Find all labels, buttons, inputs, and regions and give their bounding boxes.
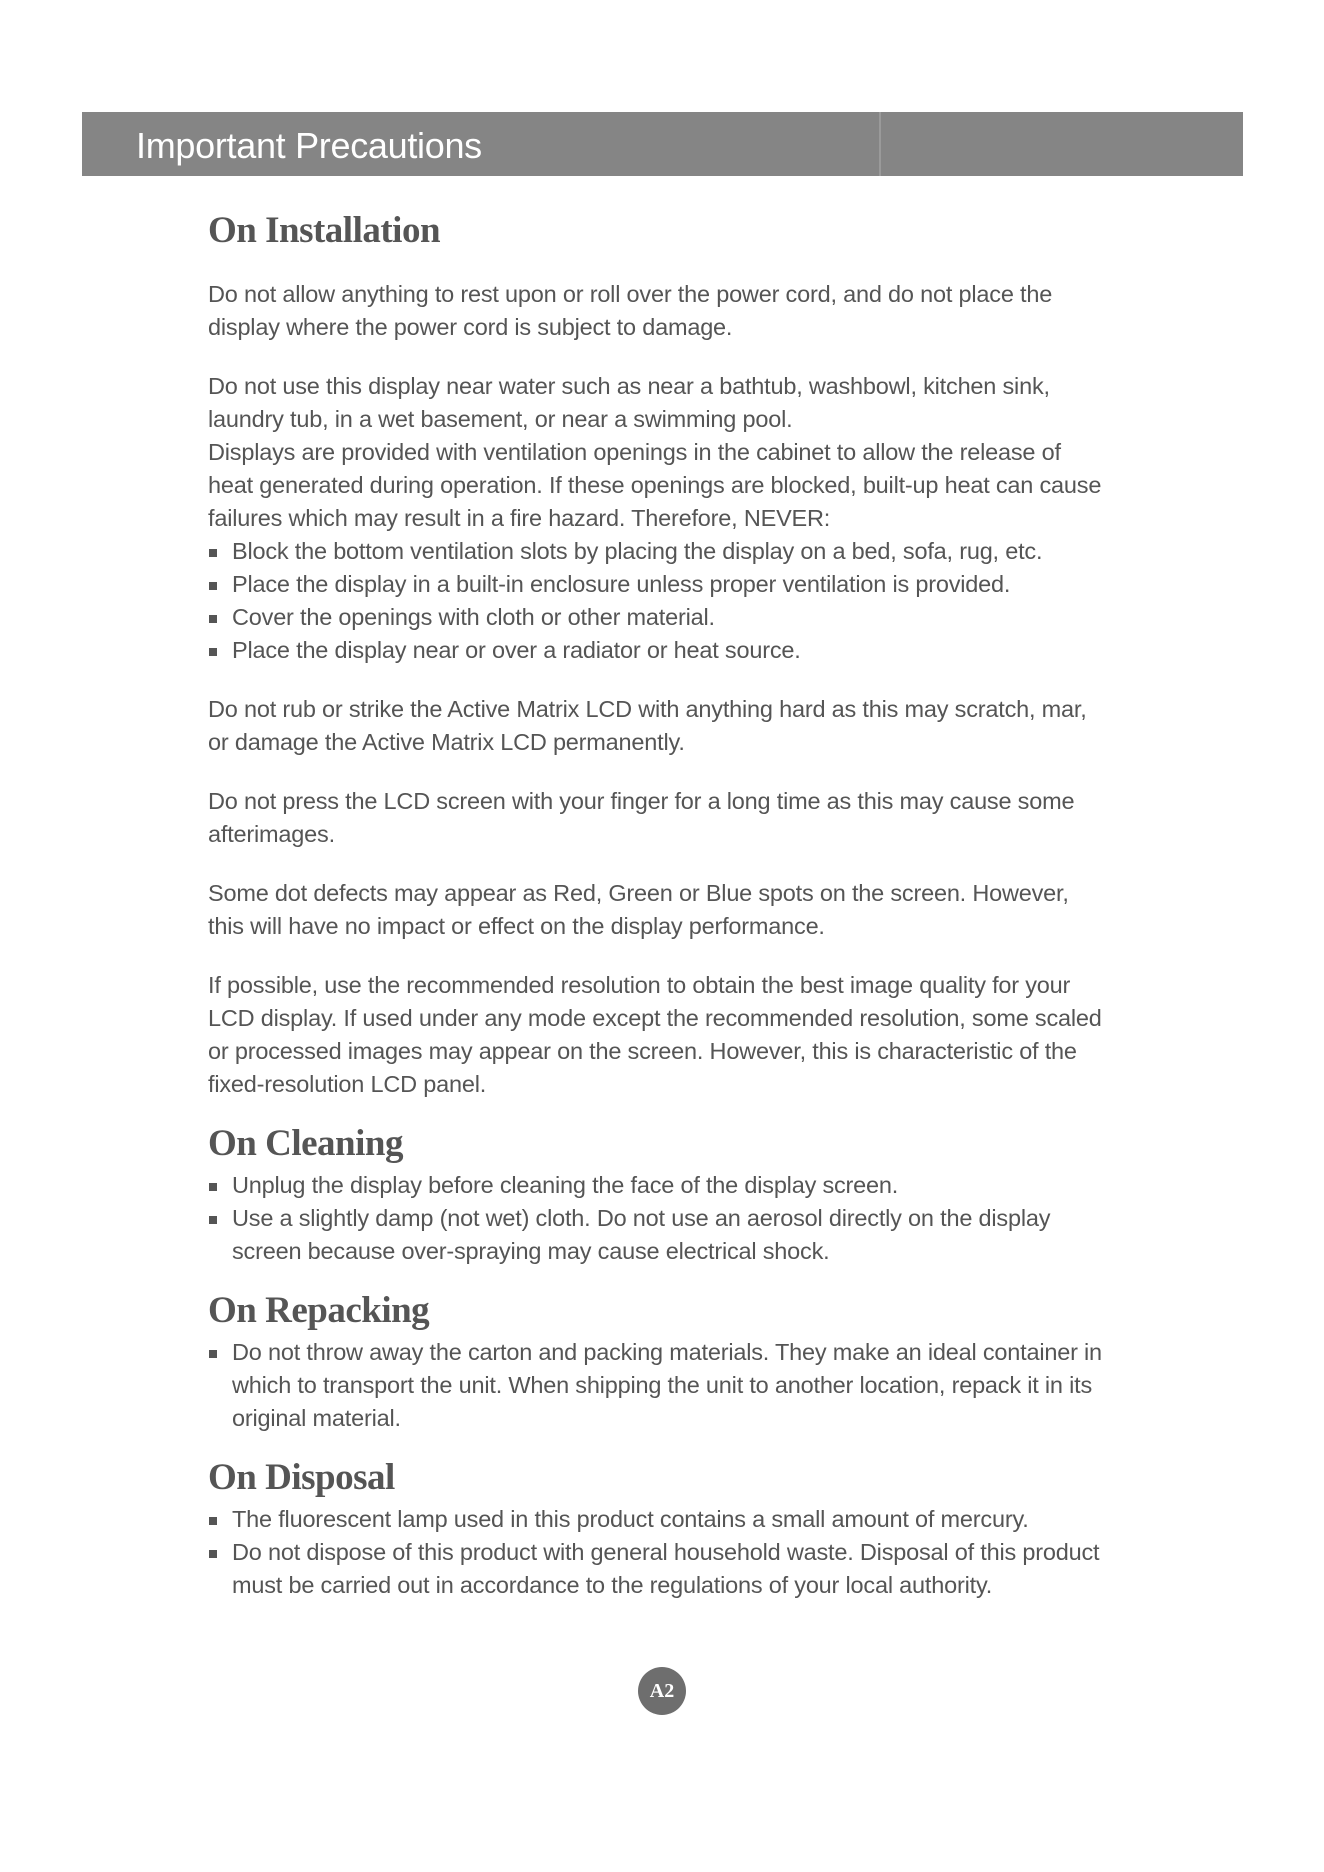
list-item: The fluorescent lamp used in this product contains a small amount of mercury.	[208, 1503, 1108, 1536]
list-item: Block the bottom ventilation slots by placing the display on a bed, sofa, rug, etc.	[208, 535, 1108, 568]
page-title: Important Precautions	[136, 125, 482, 166]
installation-never-list	[208, 535, 1108, 667]
list-item: Cover the openings with cloth or other material.	[208, 601, 1108, 634]
installation-paragraph-6: Some dot defects may appear as Red, Green or Blue spots on the screen. However, this will have no impact or effect on the display performance.	[208, 880, 1069, 939]
section-title-cleaning: On Cleaning	[208, 1123, 403, 1164]
installation-paragraph-7: If possible, use the recommended resolution to obtain the best image quality for your LCD display. If used under any mode except the recommended resolution, some scaled or processed images may appear on the screen. However, this is characteristic of the fixed-resolution LCD panel.	[208, 972, 1102, 1097]
repacking-list	[208, 1336, 1108, 1435]
list-item: Do not throw away the carton and packing materials. They make an ideal container in which to transport the unit. When shipping the unit to another location, repack it in its original material.	[208, 1336, 1108, 1435]
list-item: Place the display near or over a radiator or heat source.	[208, 634, 1108, 667]
list-item: Unplug the display before cleaning the face of the display screen.	[208, 1169, 1108, 1202]
section-cleaning	[208, 1119, 1108, 1268]
installation-paragraph-3: Displays are provided with ventilation openings in the cabinet to allow the release of heat generated during operation. If these openings are blocked, built-up heat can cause failures which may result in a fire hazard. Therefore, NEVER:	[208, 439, 1102, 531]
header-divider	[879, 112, 881, 176]
installation-paragraph-1: Do not allow anything to rest upon or roll over the power cord, and do not place the display where the power cord is subject to damage.	[208, 281, 1053, 340]
section-repacking	[208, 1286, 1108, 1435]
header-bar	[82, 112, 1243, 176]
list-item: Place the display in a built-in enclosure unless proper ventilation is provided.	[208, 568, 1108, 601]
list-item: Use a slightly damp (not wet) cloth. Do not use an aerosol directly on the display screen because over-spraying may cause electrical shock.	[208, 1202, 1108, 1268]
section-title-installation: On Installation	[208, 210, 441, 251]
page-content	[208, 206, 1108, 1602]
installation-paragraph-2: Do not use this display near water such as near a bathtub, washbowl, kitchen sink, laundry tub, in a wet basement, or near a swimming pool.	[208, 373, 1050, 432]
page-number-badge: A2	[638, 1667, 686, 1715]
list-item: Do not dispose of this product with general household waste. Disposal of this product must be carried out in accordance to the regulations of your local authority.	[208, 1536, 1108, 1602]
section-title-repacking: On Repacking	[208, 1290, 430, 1331]
section-title-disposal: On Disposal	[208, 1457, 395, 1498]
installation-paragraph-5: Do not press the LCD screen with your finger for a long time as this may cause some afterimages.	[208, 788, 1075, 847]
section-disposal	[208, 1453, 1108, 1602]
disposal-list	[208, 1503, 1108, 1602]
installation-paragraph-4: Do not rub or strike the Active Matrix LCD with anything hard as this may scratch, mar, or damage the Active Matrix LCD permanently.	[208, 696, 1087, 755]
cleaning-list	[208, 1169, 1108, 1268]
